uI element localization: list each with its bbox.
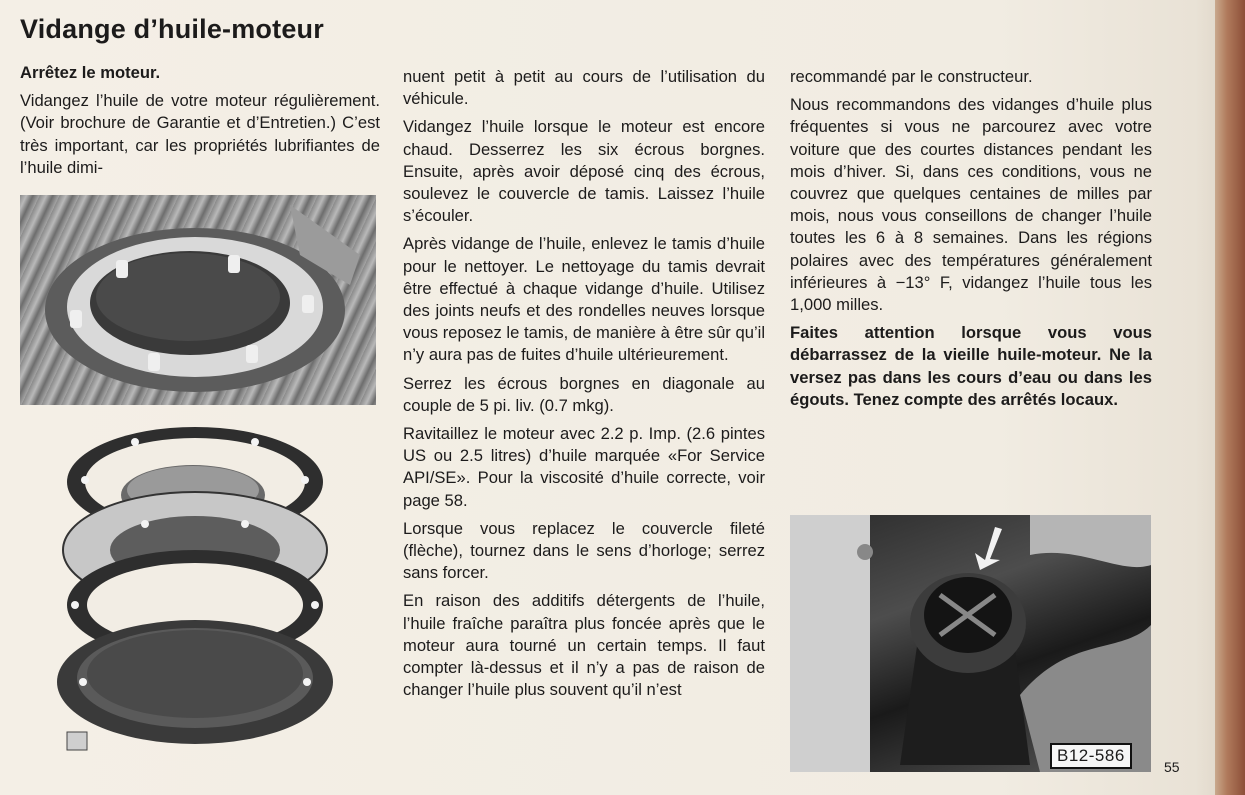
filler-cap-illustration [790, 515, 1151, 772]
paragraph-disposal-warning: Faites attention lorsque vous vous débarrassez de la vieille huile-moteur. Ne la versez pas dans les cours d’eau ou dans les égouts. Tenez compte des arrêtés locaux. [790, 323, 1152, 409]
column-2 [403, 66, 765, 707]
column-1 [20, 62, 380, 185]
paragraph-continuation: nuent petit à petit au cours de l’utilisation du véhicule. [403, 67, 765, 109]
oil-filler-cap-photo [790, 515, 1151, 772]
text-drain-regularly: Vidangez l’huile de votre moteur régulièrement. (Voir brochure de Garantie et d’Entretien.) C’est très important, car les propriétés lubrifiantes de l’huile dimi- [20, 91, 380, 177]
paragraph-refill-oil: Ravitaillez le moteur avec 2.2 p. Imp. (2.6 pintes US ou 2.5 litres) d’huile marquée «For Service API/SE». Pour la viscosité d’huile correcte, voir page 58. [403, 424, 765, 510]
paragraph-replace-cap: Lorsque vous replacez le couvercle fileté (flèche), tournez dans le sens d’horloge; serrez sans forcer. [403, 518, 765, 583]
paragraph-manufacturer: recommandé par le constructeur. [790, 67, 1033, 86]
sump-cover-illustration [20, 195, 376, 405]
paragraph-clean-strainer: Après vidange de l’huile, enlevez le tamis d’huile pour le nettoyer. Le nettoyage du tamis devrait être effectué à chaque vidange d’huile. Utilisez des joints neufs et des rondelles neuves lorsque vous reposez le tamis, de manière à être sûr qu’il n’y aura pas de fuites d’huile ultérieurement. [403, 234, 765, 365]
paragraph-drain-hot: Vidangez l’huile lorsque le moteur est encore chaud. Desserrez les six écrous borgnes. Ensuite, après avoir déposé cinq des écrous, soulevez le couvercle de tamis. Laissez l’huile s’écouler. [403, 117, 765, 226]
page-number: 55 [1164, 759, 1180, 775]
paragraph-frequent-changes: Nous recommandons des vidanges d’huile plus fréquentes si vous ne parcourez avec votre voiture que des courtes distances pendant les mois d’hiver. Si, dans ces conditions, vous ne couvrez que quelques centaines de milles par mois, nous vous conseillons de changer l’huile toutes les 6 à 8 semaines. Dans les régions polaires avec des températures généralement inférieures à −13° F, vidangez l’huile tous les 1,000 milles. [790, 95, 1152, 315]
paragraph-detergent-additives: En raison des additifs détergents de l’huile, l’huile fraîche paraîtra plus foncée après que le moteur aura tourné un certain temps. Il faut compter là-dessus et il n’y a pas de raison de changer l’huile plus souvent qu’il n’est [403, 591, 765, 700]
strainer-exploded-view [55, 420, 345, 765]
figure-code-label: B12-586 [1050, 743, 1132, 769]
column-3 [790, 66, 1152, 417]
paragraph-torque-nuts: Serrez les écrous borgnes en diagonale au couple de 5 pi. liv. (0.7 mkg). [403, 373, 765, 415]
page-binding-edge [1215, 0, 1245, 795]
page-title: Vidange d’huile-moteur [20, 14, 324, 44]
strainer-parts-illustration [55, 420, 345, 765]
subheading-stop-engine: Arrêtez le moteur. [20, 63, 161, 82]
arrow-indicator-icon [975, 527, 1002, 570]
paragraph-drain-regularly [20, 90, 380, 179]
sump-cover-photo [20, 195, 376, 405]
